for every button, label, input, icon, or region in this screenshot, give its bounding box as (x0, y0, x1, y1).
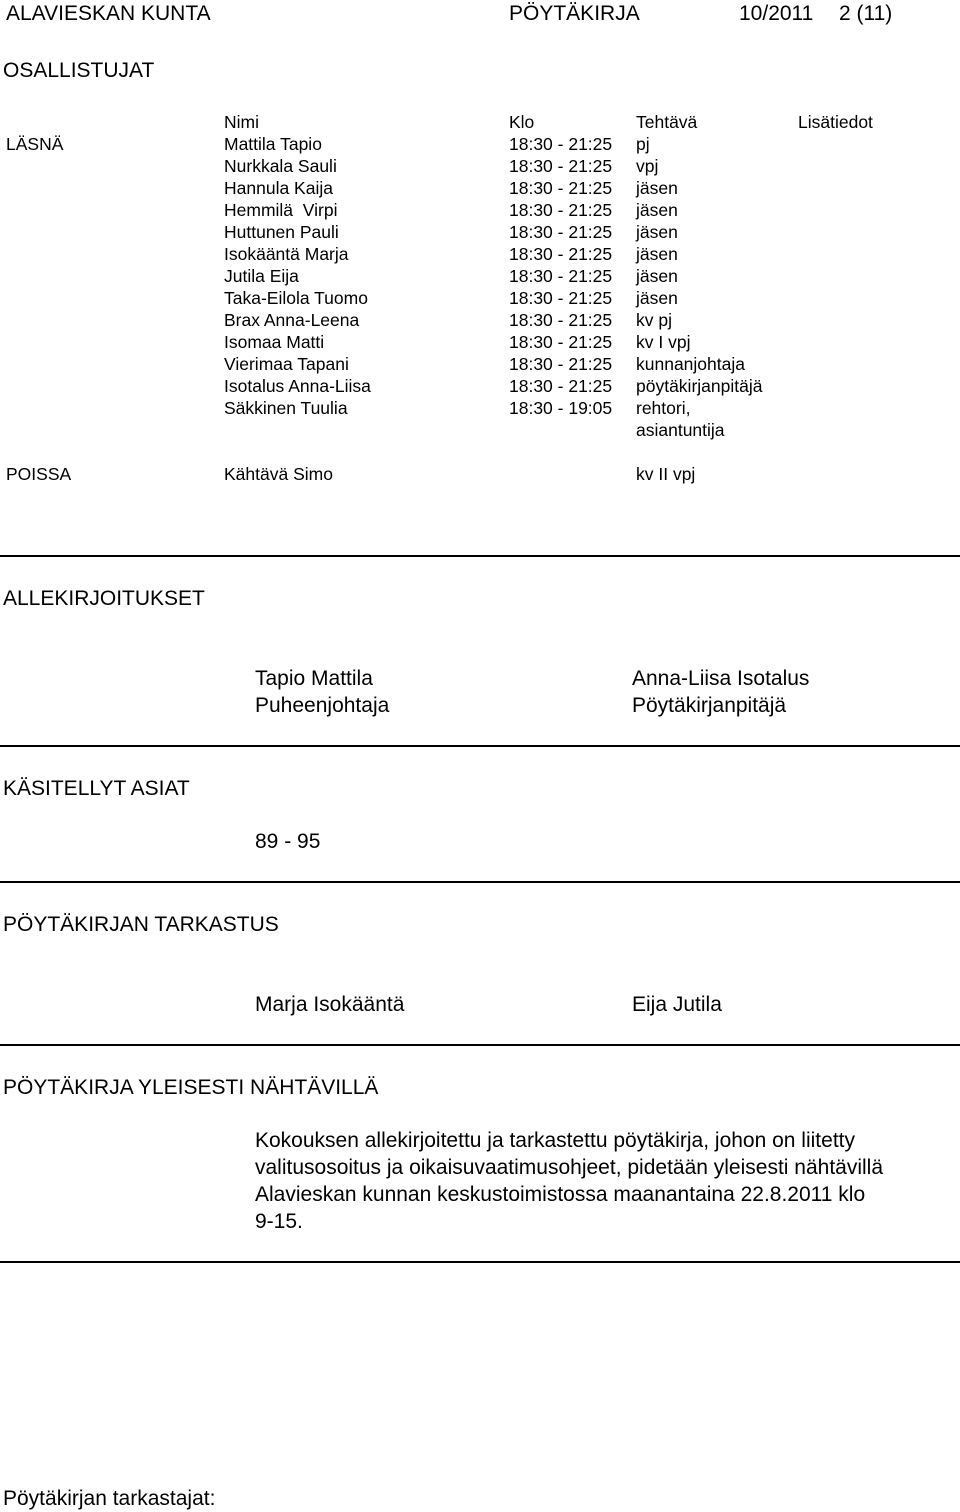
header-doc-type: PÖYTÄKIRJA (509, 2, 640, 25)
col-header-info: Lisätiedot (798, 112, 873, 132)
participant-name: Hemmilä Virpi (224, 200, 338, 220)
participant-row (0, 266, 960, 288)
section-title-allekirjoitukset: ALLEKIRJOITUKSET (3, 587, 205, 610)
participant-role: vpj (636, 156, 659, 176)
absent-role: kv II vpj (636, 464, 696, 484)
participant-time: 18:30 - 21:25 (509, 156, 613, 176)
col-header-klo: Klo (509, 112, 535, 132)
notice-line: 9-15. (255, 1210, 303, 1233)
participant-role: jäsen (636, 288, 678, 308)
participant-row (0, 244, 960, 266)
divider (0, 1044, 960, 1046)
participant-row (0, 332, 960, 354)
participant-row (0, 310, 960, 332)
participant-name: Säkkinen Tuulia (224, 398, 348, 418)
participant-time: 18:30 - 21:25 (509, 310, 613, 330)
absent-label: POISSA (6, 464, 72, 484)
checker-name: Eija Jutila (632, 993, 722, 1016)
participant-name: Vierimaa Tapani (224, 354, 349, 374)
participant-time: 18:30 - 21:25 (509, 178, 613, 198)
section-title-osallistujat: OSALLISTUJAT (3, 59, 155, 82)
participant-role: pöytäkirjanpitäjä (636, 376, 763, 396)
participant-role: jäsen (636, 244, 678, 264)
participant-row (0, 222, 960, 244)
participant-time: 18:30 - 21:25 (509, 332, 613, 352)
participant-time: 18:30 - 21:25 (509, 376, 613, 396)
participant-name: Hannula Kaija (224, 178, 333, 198)
header-org: ALAVIESKAN KUNTA (6, 2, 211, 25)
signer-role: Puheenjohtaja (255, 694, 390, 717)
participant-name: Isotalus Anna-Liisa (224, 376, 371, 396)
checker-name: Marja Isokääntä (255, 993, 405, 1016)
participant-time: 18:30 - 21:25 (509, 244, 613, 264)
participant-role: rehtori, (636, 398, 691, 418)
participant-time: 18:30 - 21:25 (509, 134, 613, 154)
participant-role: jäsen (636, 178, 678, 198)
header-page: 2 (11) (839, 2, 893, 25)
participant-time: 18:30 - 21:25 (509, 266, 613, 286)
participant-time: 18:30 - 21:25 (509, 288, 613, 308)
divider (0, 745, 960, 747)
participant-time: 18:30 - 21:25 (509, 354, 613, 374)
notice-line: Kokouksen allekirjoitettu ja tarkastettu pöytäkirja, johon on liitetty (255, 1129, 855, 1152)
header-doc-number: 10/2011 (739, 2, 814, 25)
participant-time: 18:30 - 21:25 (509, 200, 613, 220)
participant-role: jäsen (636, 200, 678, 220)
participant-time: 18:30 - 19:05 (509, 398, 613, 418)
participant-role: kv pj (636, 310, 672, 330)
participant-name: Brax Anna-Leena (224, 310, 360, 330)
signer-name: Anna-Liisa Isotalus (632, 667, 810, 690)
participant-row (0, 156, 960, 178)
participant-role: jäsen (636, 266, 678, 286)
footer-checkers-label: Pöytäkirjan tarkastajat: (3, 1487, 216, 1510)
participant-role: kunnanjohtaja (636, 354, 745, 374)
signer-name: Tapio Mattila (255, 667, 373, 690)
participant-name: Huttunen Pauli (224, 222, 339, 242)
participant-row (0, 178, 960, 200)
participant-row (0, 200, 960, 222)
section-title-kasitellyt: KÄSITELLYT ASIAT (3, 777, 190, 800)
participant-time: 18:30 - 21:25 (509, 222, 613, 242)
participant-row (0, 398, 960, 420)
participant-role: jäsen (636, 222, 678, 242)
participant-name: Isomaa Matti (224, 332, 325, 352)
absent-row (0, 464, 960, 486)
signer-role: Pöytäkirjanpitäjä (632, 694, 787, 717)
divider (0, 881, 960, 883)
col-header-name: Nimi (224, 112, 259, 132)
participant-row (0, 134, 960, 156)
section-title-nahtavilla: PÖYTÄKIRJA YLEISESTI NÄHTÄVILLÄ (3, 1076, 379, 1099)
items-range: 89 - 95 (255, 830, 321, 853)
notice-line: valitusosoitus ja oikaisuvaatimusohjeet, pidetään yleisesti nähtävillä (255, 1156, 884, 1179)
section-title-tarkastus: PÖYTÄKIRJAN TARKASTUS (3, 913, 279, 936)
participant-row (0, 288, 960, 310)
divider (0, 1261, 960, 1263)
participant-name: Taka-Eilola Tuomo (224, 288, 368, 308)
participant-name: Jutila Eija (224, 266, 299, 286)
participant-name: Mattila Tapio (224, 134, 322, 154)
absent-name: Kähtävä Simo (224, 464, 333, 484)
participant-row-continuation (0, 420, 960, 442)
participant-role: kv I vpj (636, 332, 691, 352)
participant-name: Nurkkala Sauli (224, 156, 337, 176)
participant-row (0, 354, 960, 376)
present-label: LÄSNÄ (6, 134, 64, 154)
participant-row (0, 376, 960, 398)
participant-name: Isokääntä Marja (224, 244, 349, 264)
participant-role-line2: asiantuntija (636, 420, 725, 440)
divider (0, 555, 960, 557)
notice-line: Alavieskan kunnan keskustoimistossa maanantaina 22.8.2011 klo (255, 1183, 866, 1206)
participants-header-row (0, 112, 960, 134)
col-header-role: Tehtävä (636, 112, 698, 132)
participant-role: pj (636, 134, 650, 154)
